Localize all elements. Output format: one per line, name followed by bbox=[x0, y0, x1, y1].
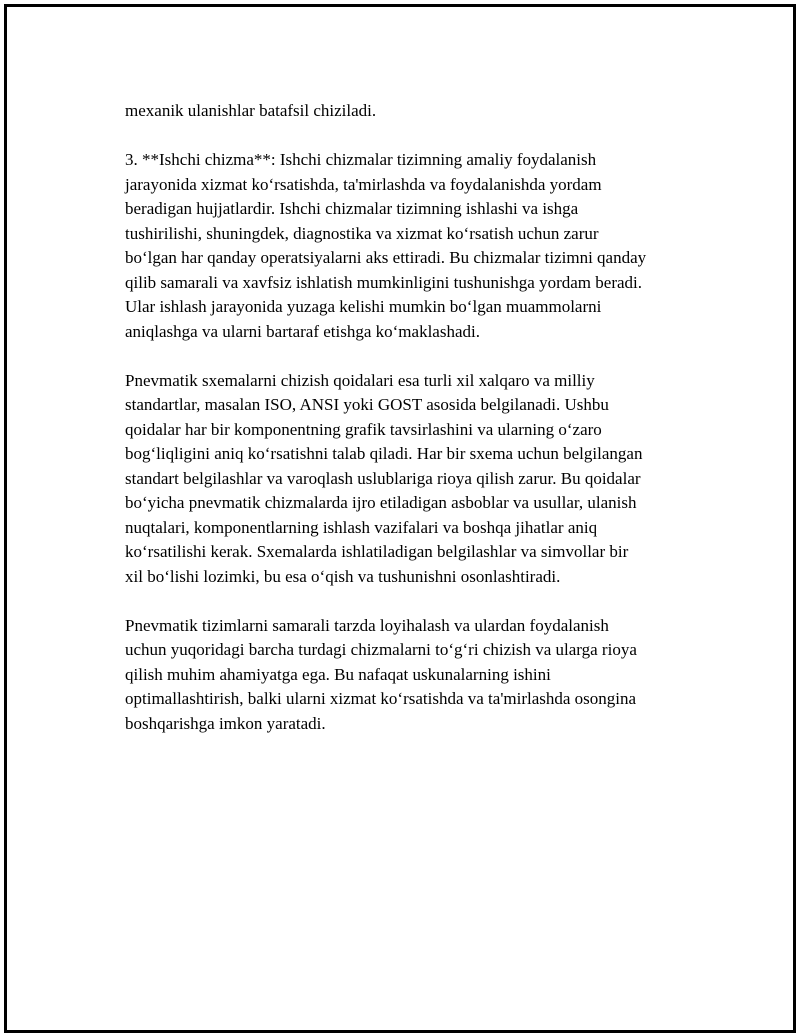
text-line: tushirilishi, shuningdek, diagnostika va xizmat ko‘rsatish uchun zarur bbox=[125, 223, 599, 243]
text-line: bo‘yicha pnevmatik chizmalarda ijro etiladigan asboblar va usullar, ulanish bbox=[125, 493, 637, 512]
text-line: qilish muhim ahamiyatga ega. Bu nafaqat uskunalarning ishini bbox=[125, 664, 551, 684]
text-line: mexanik ulanishlar batafsil chiziladi. bbox=[125, 101, 377, 120]
text-line: Pnevmatik tizimlarni samarali tarzda loyihalash va ulardan foydalanish bbox=[125, 615, 609, 635]
text-line: qilib samarali va xavfsiz ishlatish mumkinligini tushunishga yordam beradi. bbox=[125, 272, 642, 292]
paragraph-intro-fragment bbox=[125, 99, 705, 124]
text-line: aniqlashga va ularni bartaraf etishga ko‘maklashadi. bbox=[125, 321, 480, 341]
paragraph-gap bbox=[125, 124, 705, 149]
paragraph-drawing-rules bbox=[125, 369, 705, 590]
text-line: Ular ishlash jarayonida yuzaga kelishi mumkin bo‘lgan muammolarni bbox=[125, 297, 602, 316]
text-line: boshqarishga imkon yaratadi. bbox=[125, 713, 326, 733]
text-line: optimallashtirish, balki ularni xizmat ko‘rsatishda va ta'mirlashda osongina bbox=[125, 689, 637, 708]
page-body bbox=[125, 99, 705, 736]
text-line: bo‘lgan har qanday operatsiyalarni aks ettiradi. Bu chizmalar tizimni qanday bbox=[125, 248, 647, 267]
text-line: Pnevmatik sxemalarni chizish qoidalari esa turli xil xalqaro va milliy bbox=[125, 370, 595, 390]
text-line: uchun yuqoridagi barcha turdagi chizmalarni to‘g‘ri chizish va ularga rioya bbox=[125, 640, 637, 659]
text-line: 3. **Ishchi chizma**: Ishchi chizmalar tizimning amaliy foydalanish bbox=[125, 150, 597, 169]
text-line: jarayonida xizmat ko‘rsatishda, ta'mirlashda va foydalanishda yordam bbox=[125, 174, 602, 194]
text-line: standartlar, masalan ISO, ANSI yoki GOST asosida belgilanadi. Ushbu bbox=[125, 395, 609, 414]
text-line: xil bo‘lishi lozimki, bu esa o‘qish va tushunishni osonlashtiradi. bbox=[125, 566, 561, 586]
paragraph-working-drawing bbox=[125, 148, 705, 344]
text-line: nuqtalari, komponentlarning ishlash vazifalari va boshqa jihatlar aniq bbox=[125, 517, 598, 537]
paragraph-conclusion bbox=[125, 614, 705, 737]
text-line: qoidalar har bir komponentning grafik tavsirlashini va ularning o‘zaro bbox=[125, 419, 602, 439]
page-frame bbox=[4, 4, 796, 1033]
text-line: beradigan hujjatlardir. Ishchi chizmalar tizimning ishlashi va ishga bbox=[125, 199, 579, 218]
text-line: standart belgilashlar va varoqlash uslublariga rioya qilish zarur. Bu qoidalar bbox=[125, 468, 641, 488]
text-line: bog‘liqligini aniq ko‘rsatishni talab qiladi. Har bir sxema uchun belgilangan bbox=[125, 444, 643, 463]
text-line: ko‘rsatilishi kerak. Sxemalarda ishlatiladigan belgilashlar va simvollar bir bbox=[125, 542, 629, 561]
paragraph-gap bbox=[125, 344, 705, 369]
paragraph-gap bbox=[125, 589, 705, 614]
